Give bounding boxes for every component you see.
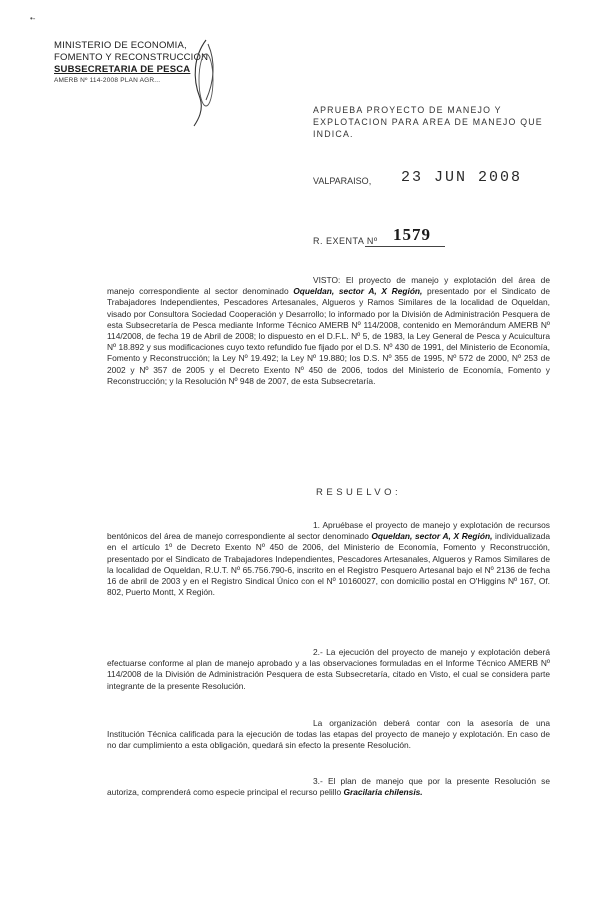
article-2-assistance: La organización deberá contar con la asesoría de una Institución Técnica calificada para la ejecución de todas las etapas del proyecto de manejo y explotación. En caso de no dar cumplimiento a esta obligación, quedará sin efecto la presente Resolución. [107,718,550,751]
article-1-text-a: 1. Apruébase el proyecto de manejo y explotación de recursos bentónicos del área de manejo correspondiente al sector denominado [107,520,550,542]
article-3-species: Gracilaria chilensis. [343,787,423,798]
article-1-sector: Oqueldan, sector A, X Región, [371,531,493,542]
reference-code: AMERB Nº 114-2008 PLAN AGR... [54,77,161,84]
date-stamp: 23 JUN 2008 [401,169,523,186]
visto-text-a: El proyecto de manejo y explotación del área de manejo correspondiente al sector denominado [107,275,550,297]
article-1-text-b: individualizada en el artículo 1º de Decreto Exento Nº 450 de 2006, del Ministerio de Economía, Fomento y Reconstrucción, presentado por el Sindicato de Trabajadores Independientes, Pescadores Artesanales, Algueros y Ramos Similares de la localidad de Oqueldan, R.U.T. Nº 65.756.790-6, inscrito en el Registro Pesquero Artesanal bajo el Nº 2136 de fecha 16 de abril de 2003 y en el Registro Sindical Único con el Nº 10160027, con domicilio postal en O'Higgins Nº 167, Of. 802, Puerto Montt, X Región. [107,531,550,598]
article-1 [107,520,550,598]
number-underline [365,246,445,247]
ministry-line-2: FOMENTO Y RECONSTRUCCION [54,52,209,63]
place-label: VALPARAISO, [313,176,372,186]
article-3-text: 3.- El plan de manejo que por la presente Resolución se autoriza, comprenderá como especie principal el recurso pelillo [107,776,550,798]
signature-mark [186,38,226,128]
resolution-label: R. EXENTA Nº [313,236,378,246]
article-3 [107,776,550,798]
resolution-title: APRUEBA PROYECTO DE MANEJO Y EXPLOTACION PARA AREA DE MANEJO QUE INDICA. [313,105,543,139]
visto-text-b: presentado por el Sindicato de Trabajadores Independientes, Pescadores Artesanales, Algueros y Ramos Similares de la localidad de Oqueldan, visado por Consultora Sociedad Cooperación y Desarrollo; lo informado por la División de Administración Pesquera de esta Subsecretaría de Pesca mediante Informe Técnico AMERB Nº 114/2008, contenido en Memorándum AMERB Nº 114/2008, de fecha 19 de Abril de 2008; lo dispuesto en el D.F.L. Nº 5, de 1983, la Ley General de Pesca y Acuicultura Nº 18.892 y sus modificaciones cuyo texto refundido fue fijado por el D.S. Nº 430 de 1991, del Ministerio de Economía, Fomento y Reconstrucción; la Ley Nº 19.492; la Ley Nº 19.880; los D.S. Nº 355 de 1995, Nº 572 de 2000, Nº 253 de 2002 y Nº 357 de 2005 y el Decreto Exento Nº 450 de 2006, todos del Ministerio de Economía, Fomento y Reconstrucción; y la Resolución Nº 948 de 2007, de esta Subsecretaría. [107,286,551,386]
visto-lead: VISTO: [313,275,341,285]
visto-sector: Oqueldan, sector A, X Región, [293,286,423,297]
corner-mark: •- [30,14,36,23]
resolution-number: 1579 [393,225,431,244]
article-2: 2.- La ejecución del proyecto de manejo y explotación deberá efectuarse conforme al plan de manejo aprobado y a las observaciones formuladas en el Informe Técnico AMERB Nº 114/2008 de la División de Administración Pesquera de esta Subsecretaría, citado en Visto, el cual se considera parte integrante de la presente Resolución. [107,647,550,691]
visto-paragraph [107,275,550,387]
ministry-line-1: MINISTERIO DE ECONOMIA, [54,40,187,51]
resuelvo-heading: RESUELVO: [316,487,402,498]
subsecretaria-label: SUBSECRETARIA DE PESCA [54,64,191,75]
